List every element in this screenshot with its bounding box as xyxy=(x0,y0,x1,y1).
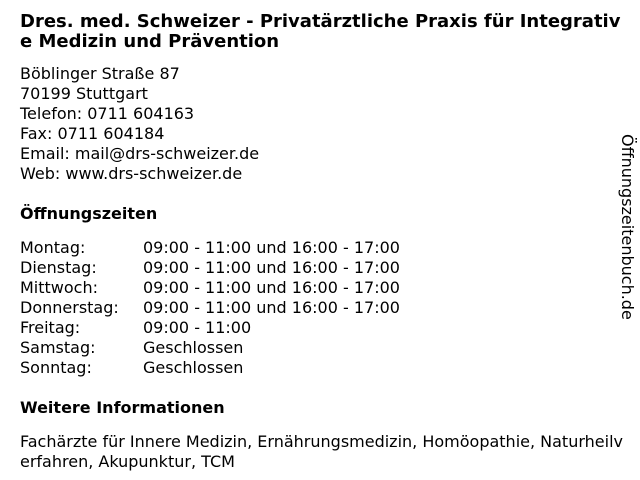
hours-day: Mittwoch: xyxy=(20,278,98,297)
hours-row-saturday xyxy=(20,338,625,358)
page-title: Dres. med. Schweizer - Privatärztliche Praxis für Integrative Medizin und Prävention xyxy=(20,11,621,52)
more-info-heading: Weitere Informationen xyxy=(20,398,225,417)
hours-row-wednesday xyxy=(20,278,625,298)
hours-row-monday xyxy=(20,238,625,258)
contact-block xyxy=(20,64,625,184)
hours-time: 09:00 - 11:00 xyxy=(143,318,252,337)
hours-time: Geschlossen xyxy=(143,358,244,377)
hours-time: 09:00 - 11:00 und 16:00 - 17:00 xyxy=(143,278,400,297)
phone-number: Telefon: 0711 604163 xyxy=(20,104,195,123)
address-city: 70199 Stuttgart xyxy=(20,84,148,103)
hours-day: Montag: xyxy=(20,238,86,257)
hours-day: Samstag: xyxy=(20,338,96,357)
practice-info-card xyxy=(20,12,625,472)
watermark-label: Öffnungszeitenbuch.de xyxy=(618,134,637,320)
hours-time: 09:00 - 11:00 und 16:00 - 17:00 xyxy=(143,238,400,257)
hours-time: 09:00 - 11:00 und 16:00 - 17:00 xyxy=(143,258,400,277)
hours-day: Dienstag: xyxy=(20,258,97,277)
more-info-text: Fachärzte für Innere Medizin, Ernährungsmedizin, Homöopathie, Naturheilverfahren, Akupunktur, TCM xyxy=(20,432,623,471)
hours-day: Freitag: xyxy=(20,318,81,337)
hours-row-tuesday xyxy=(20,258,625,278)
hours-row-thursday xyxy=(20,298,625,318)
hours-row-friday xyxy=(20,318,625,338)
hours-row-sunday xyxy=(20,358,625,378)
hours-time: 09:00 - 11:00 und 16:00 - 17:00 xyxy=(143,298,400,317)
hours-day: Sonntag: xyxy=(20,358,92,377)
hours-day: Donnerstag: xyxy=(20,298,119,317)
opening-hours-heading: Öffnungszeiten xyxy=(20,204,158,223)
fax-number: Fax: 0711 604184 xyxy=(20,124,165,143)
email-address: Email: mail@drs-schweizer.de xyxy=(20,144,260,163)
address-street: Böblinger Straße 87 xyxy=(20,64,180,83)
website-address: Web: www.drs-schweizer.de xyxy=(20,164,243,183)
opening-hours-table xyxy=(20,238,625,378)
hours-time: Geschlossen xyxy=(143,338,244,357)
